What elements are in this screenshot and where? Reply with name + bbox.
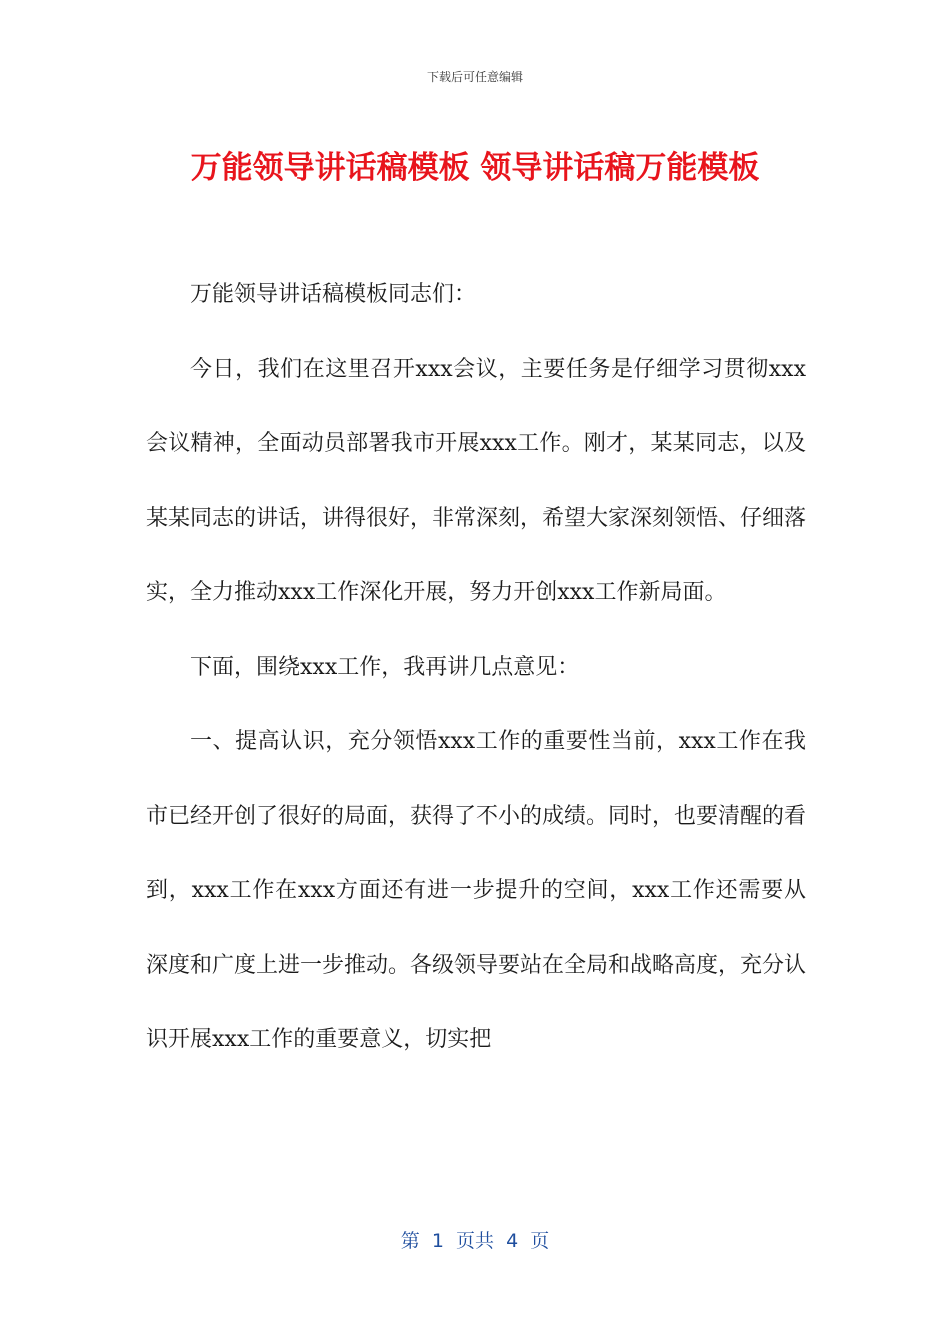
paragraph-transition: 下面，围绕xxx工作，我再讲几点意见： bbox=[190, 654, 580, 680]
paragraph-point-one: 一、提高认识，充分领悟xxx工作的重要性当前，xxx工作在我市已经开创了很好的局面，获得了不小的成绩。同时，也要清醒的看到，xxx工作在xxx方面还有进一步提升的空间，xxx工作还需要从深度和广度上进一步推动。各级领导要站在全局和战略高度，充分认识开展xxx工作的重要意义，切实把 bbox=[146, 729, 807, 1052]
paragraph-intro: 今日，我们在这里召开xxx会议，主要任务是仔细学习贯彻xxx会议精神，全面动员部署我市开展xxx工作。刚才，某某同志，以及某某同志的讲话，讲得很好，非常深刻，希望大家深刻领悟、仔细落实，全力推动xxx工作深化开展，努力开创xxx工作新局面。 bbox=[146, 356, 807, 605]
document-body bbox=[146, 258, 806, 1078]
paragraph-greeting: 万能领导讲话稿模板同志们： bbox=[190, 282, 477, 307]
page-number: 第 1 页共 4 页 bbox=[400, 1230, 550, 1252]
download-note: 下载后可任意编辑 bbox=[426, 70, 523, 84]
document-title: 万能领导讲话稿模板 领导讲话稿万能模板 bbox=[190, 150, 760, 186]
